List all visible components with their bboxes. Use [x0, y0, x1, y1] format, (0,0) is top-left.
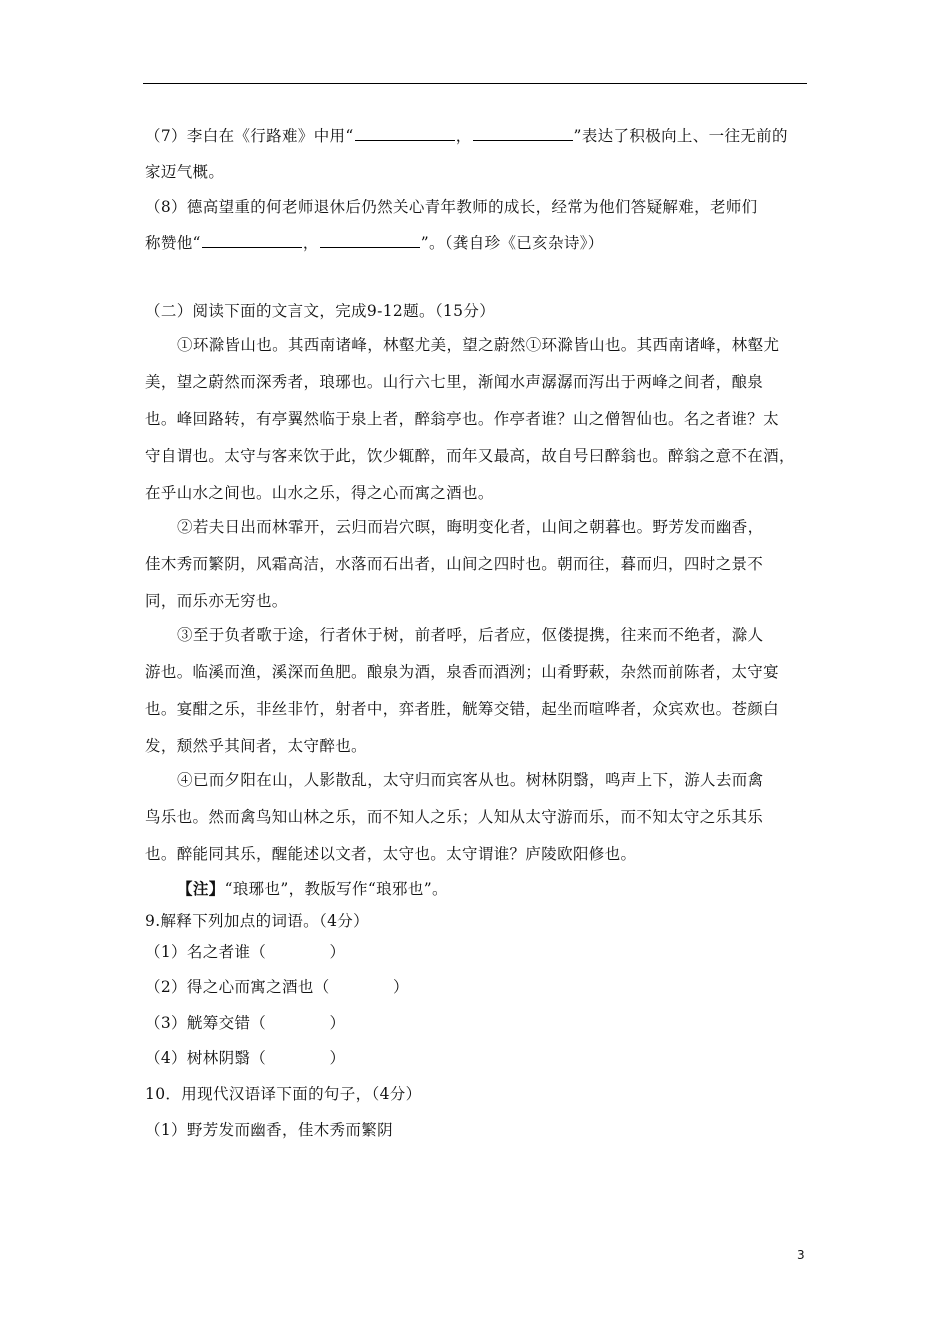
p3-line: 游也。临溪而渔，溪深而鱼肥。酿泉为酒，泉香而酒洌；山肴野蔌，杂然而前陈者，太守宴	[145, 663, 780, 681]
p4-line: 鸟乐也。然而禽鸟知山林之乐，而不知人之乐；人知从太守游而乐，而不知太守之乐其乐	[145, 808, 764, 826]
p2-line: ②若夫日出而林霏开，云归而岩穴暝，晦明变化者，山间之朝暮也。野芳发而幽香，	[177, 518, 764, 536]
p2-line: 同，而乐亦无穷也。	[145, 592, 288, 610]
q8-blank-1[interactable]	[202, 233, 302, 248]
q8-comma: ，	[302, 234, 319, 252]
p1-line: 在乎山水之间也。山水之乐，得之心而寓之酒也。	[145, 484, 494, 502]
q10-heading: 10．用现代汉语译下面的句子，（4分）	[145, 1085, 422, 1103]
header-rule	[143, 83, 807, 84]
q7-blank-2[interactable]	[473, 126, 573, 141]
q7-text-pre: （7）李白在《行路难》中用“	[145, 127, 354, 145]
q7-comma: ，	[455, 127, 472, 145]
p1-line: 美，望之蔚然而深秀者，琅琊也。山行六七里，渐闻水声潺潺而泻出于两峰之间者，酿泉	[145, 373, 764, 391]
q7-blank-1[interactable]	[355, 126, 455, 141]
p2-line: 佳木秀而繁阴，风霜高洁，水落而石出者，山间之四时也。朝而往，暮而归，四时之景不	[145, 555, 764, 573]
p1-line: 也。峰回路转，有亭翼然临于泉上者，醉翁亭也。作亭者谁？山之僧智仙也。名之者谁？太	[145, 410, 780, 428]
q9-heading: 9.解释下列加点的词语。（4分）	[145, 912, 370, 930]
note-text: “琅琊也”，教版写作“琅邪也”。	[224, 880, 448, 898]
p4-line: ④已而夕阳在山，人影散乱，太守归而宾客从也。树林阴翳，鸣声上下，游人去而禽	[177, 771, 764, 789]
note	[177, 879, 448, 899]
p1-line: ①环滁皆山也。其西南诸峰，林壑尤美，望之蔚然①环滁皆山也。其西南诸峰，林壑尤	[177, 336, 780, 354]
q9-item: （3）觥筹交错（ ）	[145, 1014, 346, 1032]
q8-text-post: ”。（龚自珍《已亥杂诗》）	[420, 234, 604, 252]
p4-line: 也。醉能同其乐，醒能述以文者，太守也。太守谓谁？庐陵欧阳修也。	[145, 845, 637, 863]
p1-line: 守自谓也。太守与客来饮于此，饮少辄醉，而年又最高，故自号曰醉翁也。醉翁之意不在酒，	[145, 447, 795, 465]
q9-item: （1）名之者谁（ ）	[145, 943, 346, 961]
p3-line: 发，颓然乎其间者，太守醉也。	[145, 737, 367, 755]
q10-item: （1）野芳发而幽香，佳木秀而繁阴	[145, 1121, 393, 1139]
section2-heading: （二）阅读下面的文言文，完成9-12题。（15分）	[145, 302, 496, 320]
q8-text-pre: 称赞他“	[145, 234, 201, 252]
q9-item: （2）得之心而寓之酒也（ ）	[145, 978, 409, 996]
note-label: 【注】	[177, 879, 225, 898]
q7-line1	[145, 126, 788, 146]
p3-line: ③至于负者歌于途，行者休于树，前者呼，后者应，伛偻提携，往来而不绝者，滁人	[177, 626, 764, 644]
p3-line: 也。宴酣之乐，非丝非竹，射者中，弈者胜，觥筹交错，起坐而喧哗者，众宾欢也。苍颜白	[145, 700, 780, 718]
q8-line2	[145, 233, 604, 253]
q8-line1: （8）德高望重的何老师退休后仍然关心青年教师的成长，经常为他们答疑解难，老师们	[145, 198, 758, 216]
q7-line2: 家迈气概。	[145, 163, 225, 181]
q7-text-post: ”表达了积极向上、一往无前的	[573, 127, 788, 145]
q9-item: （4）树林阴翳（ ）	[145, 1049, 346, 1067]
q8-blank-2[interactable]	[320, 233, 420, 248]
page-number: 3	[797, 1248, 805, 1262]
